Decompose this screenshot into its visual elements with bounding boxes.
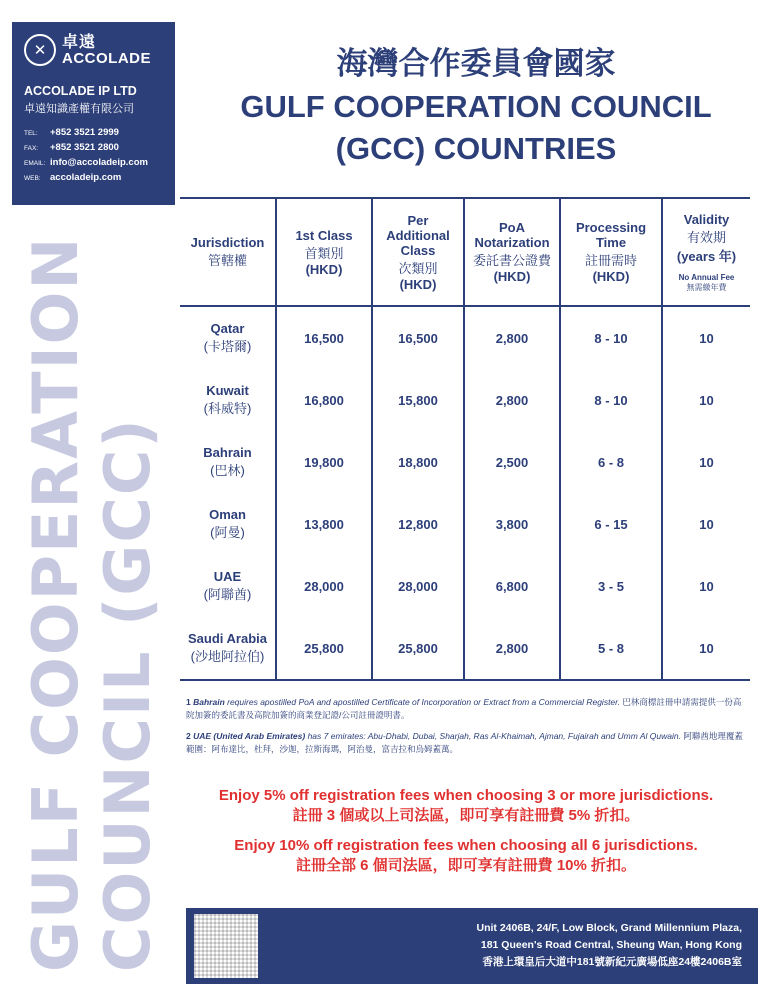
contact-web: WEB: accoladeip.com — [24, 172, 122, 183]
table-header-row — [180, 198, 750, 306]
footnote-uae: 2 UAE (United Arab Emirates) has 7 emirates: Abu-Dhabi, Dubai, Sharjah, Ras Al-Khaimah, Ajman, Fujairah and Umm Al Quwain. 阿聯酋地理覆蓋範圍：阿布達比，杜拜，沙迦，拉斯海瑪，阿治曼，富吉拉和烏姆蓋萬。 — [186, 731, 743, 754]
contact-tel: TEL: +852 3521 2999 — [24, 127, 119, 138]
footnote-bahrain: 1 Bahrain requires apostilled PoA and apostilled Certificate of Incorporation or Extract from a Commercial Register. 巴林商標註冊申請需提供一份高院加簽的委託書及高院加簽的商業登記證/公司註冊證明書。 — [186, 697, 742, 720]
table-row: UAE (阿聯酋) 28,000 28,000 6,800 3 - 5 10 — [180, 555, 750, 617]
table-row: Bahrain (巴林) 19,800 18,800 2,500 6 - 8 10 — [180, 431, 750, 493]
table-row: Kuwait (科威特) 16,800 15,800 2,800 8 - 10 10 — [180, 369, 750, 431]
table-row: Oman (阿曼) 13,800 12,800 3,800 6 - 15 10 — [180, 493, 750, 555]
header-jurisdiction: Jurisdiction 管轄權 — [180, 198, 276, 306]
address: Unit 2406B, 24/F, Low Block, Grand Millennium Plaza, 181 Queen's Road Central, Sheung Wan, Hong Kong 香港上環皇后大道中181號新紀元廣場低座24樓2406B室 — [476, 922, 742, 968]
side-title — [20, 232, 170, 972]
logo — [24, 34, 163, 66]
company-name-cn: 卓遠知識產權有限公司 — [24, 103, 134, 115]
footnotes — [186, 696, 746, 764]
company-card — [12, 22, 175, 205]
logo-en: ACCOLADE — [62, 49, 151, 67]
header-processing: Processing Time 註冊需時 (HKD) — [560, 198, 662, 306]
company-name: ACCOLADE IP LTD — [24, 84, 137, 98]
contact-fax: FAX: +852 3521 2800 — [24, 142, 119, 153]
fee-table — [180, 197, 750, 681]
side-title-line1: GULF COOPERATION — [19, 235, 92, 972]
header-first-class: 1st Class 首類別 (HKD) — [276, 198, 372, 306]
header-additional-class: Per Additional Class 次類別 (HKD) — [372, 198, 464, 306]
contact-list — [24, 126, 163, 186]
header-validity: Validity 有效期 (years 年) No Annual Fee 無需繳年費 — [662, 198, 750, 306]
page-title-cn: 海灣合作委員會國家 — [336, 46, 616, 81]
logo-icon: ✕ — [24, 34, 56, 66]
side-title-line2: COUNCIL (GCC) — [91, 417, 164, 972]
footer-bar — [186, 908, 758, 984]
qr-code-icon[interactable] — [194, 914, 258, 978]
promo-10-percent: Enjoy 10% off registration fees when choosing all 6 jurisdictions. 註冊全部 6 個司法區，即可享有註冊費 10% 折扣。 — [234, 837, 698, 874]
table-row: Qatar (卡塔爾) 16,500 16,500 2,800 8 - 10 10 — [180, 306, 750, 369]
contact-email: EMAIL: info@accoladeip.com — [24, 157, 148, 168]
page-title-en: GULF COOPERATION COUNCIL (GCC) COUNTRIES — [240, 89, 712, 166]
header-poa: PoA Notarization 委託書公證費 (HKD) — [464, 198, 560, 306]
logo-cn: 卓遠 — [62, 33, 97, 51]
promo-5-percent: Enjoy 5% off registration fees when choosing 3 or more jurisdictions. 註冊 3 個或以上司法區，即可享有註冊費 5% 折扣。 — [218, 787, 714, 824]
table-row: Saudi Arabia (沙地阿拉伯) 25,800 25,800 2,800 5 - 8 10 — [180, 617, 750, 680]
